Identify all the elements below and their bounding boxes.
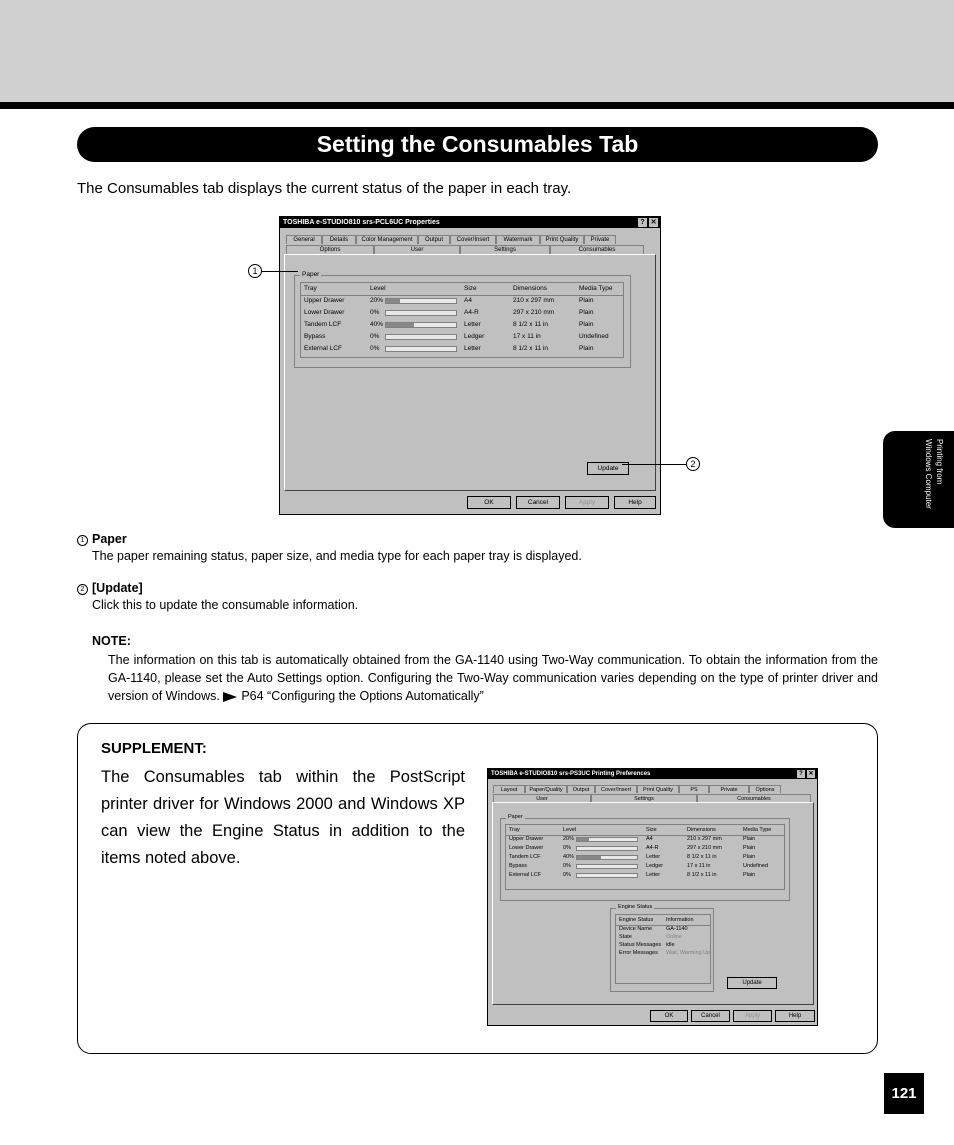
item-paper [77,532,582,563]
tab-user[interactable]: User [374,245,460,254]
dialog-title: TOSHIBA e-STUDIO810 srs-PS3UC Printing Preferences [491,771,651,777]
title-bar [77,127,878,162]
tab-private[interactable]: Private [709,785,749,793]
note-heading: NOTE: [92,634,131,648]
level-bar [385,310,457,316]
tab-cover-insert[interactable]: Cover/Insert [450,235,496,244]
item-text: The paper remaining status, paper size, and media type for each paper tray is displayed. [92,549,582,563]
engine-status-list [615,914,711,984]
cancel-button[interactable]: Cancel [516,496,560,509]
dialog-title: TOSHIBA e-STUDIO810 srs-PCL6UC Properties [283,219,440,226]
supplement-heading: SUPPLEMENT: [101,740,207,757]
tab-panel [492,802,814,1005]
table-row[interactable]: Bypass 0% Ledger 17 x 11 in Undefined [304,333,609,340]
dialog-title-bar [488,769,817,779]
paper-group [294,271,631,368]
callout-2-line [622,464,686,465]
properties-dialog [279,216,661,515]
level-bar [385,334,457,340]
callout-1-line [262,271,298,272]
close-icon[interactable]: ✕ [808,771,814,777]
help-icon[interactable]: ? [797,770,805,778]
tab-output[interactable]: Output [567,785,595,793]
col-information[interactable]: Information [666,917,694,923]
tab-details[interactable]: Details [322,235,356,244]
tab-user[interactable]: User [493,794,591,802]
note-body [108,651,878,705]
level-bar [576,837,638,842]
col-level[interactable]: Level [563,827,577,833]
note-text: The information on this tab is automatically obtained from the GA-1140 using Two-Way communication. To obtain the information from the GA-1140, please set the Auto Settings option. Configuring the Two-Way communication varies depending on the type of printer driver and version of Windows. [108,653,878,703]
dialog-title-bar [280,217,660,228]
col-media-type[interactable]: Media Type [743,827,772,833]
item-text: Click this to update the consumable information. [92,598,359,612]
tab-ps[interactable]: PS [679,785,709,793]
col-engine-status[interactable]: Engine Status [619,917,654,923]
tab-row-front [493,794,811,802]
table-row[interactable]: Upper Drawer 20% A4 210 x 297 mm Plain [304,297,594,304]
level-bar [385,298,457,304]
col-dimensions[interactable]: Dimensions [687,827,716,833]
level-bar [576,873,638,878]
tab-options[interactable]: Options [286,245,374,254]
paper-group-label: Paper [302,271,320,278]
table-row[interactable]: Tandem LCF 40% Letter 8 1/2 x 11 in Plain [304,321,594,328]
tab-print-quality[interactable]: Print Quality [540,235,584,244]
header-rule [0,102,954,109]
callout-1: 1 [248,264,262,278]
ok-button[interactable]: OK [467,496,511,509]
tab-general[interactable]: General [286,235,322,244]
tab-row-front [286,245,644,254]
tab-cover-insert[interactable]: Cover/Insert [595,785,637,793]
help-button[interactable]: Help [614,496,656,509]
list-item: Device Name GA-1140 [619,926,688,932]
col-media-type[interactable]: Media Type [579,285,613,292]
engine-status-group [610,904,714,992]
tab-layout[interactable]: Layout [493,785,525,793]
update-button[interactable]: Update [727,977,777,989]
item-heading: [Update] [92,581,143,595]
paper-group [500,814,790,901]
paper-list [300,282,624,358]
item-number: 1 [77,535,88,546]
tab-row-back [493,785,781,793]
level-bar [385,346,457,352]
tab-output[interactable]: Output [418,235,450,244]
callout-2: 2 [686,457,700,471]
table-row[interactable]: External LCF 0% Letter 8 1/2 x 11 in Plain [509,872,756,878]
col-size[interactable]: Size [464,285,477,292]
tab-row-back [286,235,616,244]
list-item: Error Messages Wait, Warming Up [619,950,710,956]
col-dimensions[interactable]: Dimensions [513,285,547,292]
tab-consumables[interactable]: Consumables [697,794,811,802]
header-band [0,0,954,102]
table-row[interactable]: Tandem LCF 40% Letter 8 1/2 x 11 in Plain [509,854,756,860]
ok-button[interactable]: OK [650,1010,688,1022]
apply-button[interactable]: Apply [565,496,609,509]
item-update [77,581,358,612]
table-row[interactable]: Lower Drawer 0% A4-R 297 x 210 mm Plain [304,309,594,316]
page-title: Setting the Consumables Tab [316,131,639,157]
tab-consumables[interactable]: Consumables [550,245,644,254]
level-bar [576,846,638,851]
paper-list [505,824,785,890]
col-tray[interactable]: Tray [304,285,317,292]
col-size[interactable]: Size [646,827,657,833]
section-side-tab [883,431,954,528]
col-level[interactable]: Level [370,285,386,292]
tab-options[interactable]: Options [749,785,781,793]
update-button[interactable]: Update [587,462,629,475]
help-button[interactable]: Help [775,1010,815,1022]
printing-preferences-dialog [487,768,818,1026]
page-number: 121 [884,1073,924,1114]
tab-settings[interactable]: Settings [591,794,697,802]
close-icon[interactable]: ✕ [650,219,657,226]
intro-text: The Consumables tab displays the current status of the paper in each tray. [77,180,572,197]
supplement-text: The Consumables tab within the PostScript printer driver for Windows 2000 and Windows XP can view the Engine Status in addition to the items noted above. [101,768,465,867]
tab-panel [284,254,656,491]
tab-watermark[interactable]: Watermark [496,235,540,244]
table-row[interactable]: Lower Drawer 0% A4-R 297 x 210 mm Plain [509,845,756,851]
side-tab-label: Printing from Windows Computer [924,439,944,509]
apply-button[interactable]: Apply [733,1010,772,1022]
list-item: Status Messages idle [619,942,675,948]
note-reference: P64 “Configuring the Options Automatically” [241,689,484,703]
table-row[interactable]: Upper Drawer 20% A4 210 x 297 mm Plain [509,836,756,842]
tab-print-quality[interactable]: Print Quality [637,785,679,793]
col-tray[interactable]: Tray [509,827,520,833]
tab-paper-quality[interactable]: Paper/Quality [525,785,567,793]
arrow-right-icon [223,692,237,702]
tab-settings[interactable]: Settings [460,245,550,254]
tab-private[interactable]: Private [584,235,616,244]
tab-color-management[interactable]: Color Management [356,235,418,244]
item-heading: Paper [92,532,127,546]
cancel-button[interactable]: Cancel [691,1010,730,1022]
table-row[interactable]: External LCF 0% Letter 8 1/2 x 11 in Plain [304,345,594,352]
list-item: State Online [619,934,682,940]
engine-status-label: Engine Status [618,904,653,910]
item-number: 2 [77,584,88,595]
level-bar [576,864,638,869]
level-bar [576,855,638,860]
level-bar [385,322,457,328]
help-icon[interactable]: ? [638,218,647,227]
paper-group-label: Paper [508,814,523,820]
table-row[interactable]: Bypass 0% Ledger 17 x 11 in Undefined [509,863,769,869]
